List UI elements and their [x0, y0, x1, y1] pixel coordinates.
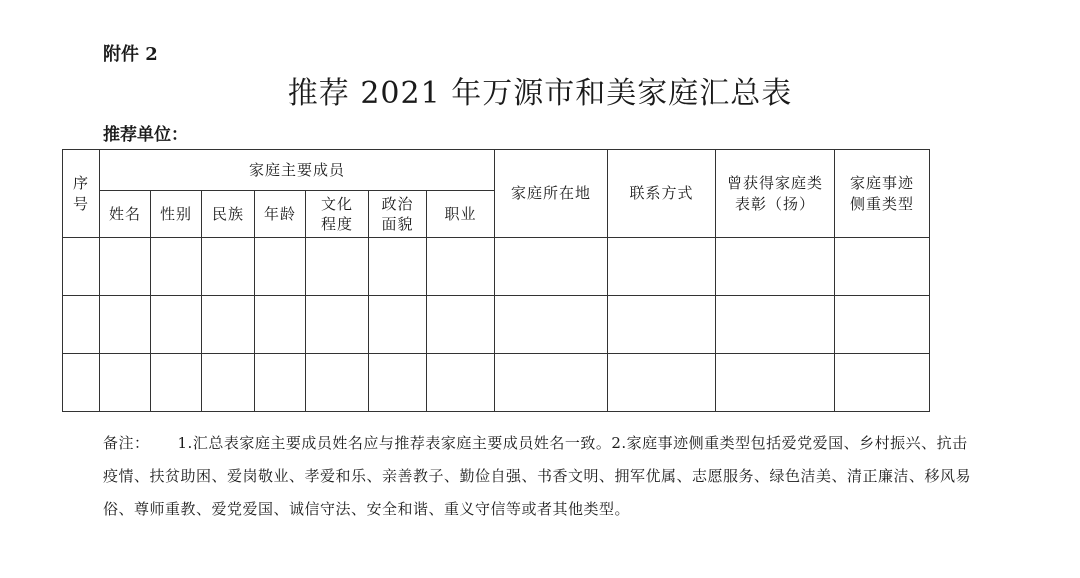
cell-gender[interactable]: [151, 296, 202, 354]
attachment-label: 附件 2: [103, 44, 158, 65]
table-row: [63, 354, 930, 412]
cell-honors[interactable]: [716, 238, 835, 296]
cell-name[interactable]: [100, 354, 151, 412]
recommend-unit-label: 推荐单位：: [103, 125, 188, 145]
summary-table: [62, 149, 930, 412]
header-ethnicity: 民族: [202, 191, 255, 238]
header-gender: 性别: [151, 191, 202, 238]
header-honors: 曾获得家庭类表彰（扬）: [716, 150, 835, 238]
header-main-members: 家庭主要成员: [100, 150, 495, 191]
notes-text: 1.汇总表家庭主要成员姓名应与推荐表家庭主要成员姓名一致。2.家庭事迹侧重类型包括爱党爱国、乡村振兴、抗击疫情、扶贫助困、爱岗敬业、孝爱和乐、亲善教子、勤俭自强、书香文明、拥军优属、志愿服务、绿色洁美、清正廉洁、移风易俗、尊师重教、爱党爱国、诚信守法、安全和谐、重义守信等或者其他类型。: [103, 434, 972, 518]
cell-honors[interactable]: [716, 354, 835, 412]
cell-ethnicity[interactable]: [202, 296, 255, 354]
cell-age[interactable]: [255, 296, 306, 354]
cell-age[interactable]: [255, 354, 306, 412]
notes-label: 备注：: [103, 434, 150, 452]
page-title: 推荐 2021 年万源市和美家庭汇总表: [287, 76, 793, 111]
cell-honors[interactable]: [716, 296, 835, 354]
cell-contact[interactable]: [608, 238, 716, 296]
table-row: [63, 238, 930, 296]
cell-deeds-type[interactable]: [835, 238, 930, 296]
cell-contact[interactable]: [608, 296, 716, 354]
cell-political[interactable]: [369, 296, 427, 354]
cell-seq[interactable]: [63, 296, 100, 354]
header-name: 姓名: [100, 191, 151, 238]
header-political: 政治面貌: [369, 191, 427, 238]
cell-seq[interactable]: [63, 238, 100, 296]
cell-name[interactable]: [100, 238, 151, 296]
cell-occupation[interactable]: [427, 238, 495, 296]
cell-gender[interactable]: [151, 238, 202, 296]
cell-deeds-type[interactable]: [835, 296, 930, 354]
cell-ethnicity[interactable]: [202, 354, 255, 412]
header-age: 年龄: [255, 191, 306, 238]
header-education: 文化程度: [306, 191, 369, 238]
cell-contact[interactable]: [608, 354, 716, 412]
header-contact: 联系方式: [608, 150, 716, 238]
cell-political[interactable]: [369, 238, 427, 296]
cell-education[interactable]: [306, 296, 369, 354]
header-deeds-type: 家庭事迹侧重类型: [835, 150, 930, 238]
table-row: [63, 296, 930, 354]
cell-age[interactable]: [255, 238, 306, 296]
cell-gender[interactable]: [151, 354, 202, 412]
cell-political[interactable]: [369, 354, 427, 412]
cell-occupation[interactable]: [427, 354, 495, 412]
cell-address[interactable]: [495, 238, 608, 296]
notes: [103, 427, 983, 526]
cell-education[interactable]: [306, 354, 369, 412]
cell-occupation[interactable]: [427, 296, 495, 354]
cell-ethnicity[interactable]: [202, 238, 255, 296]
header-address: 家庭所在地: [495, 150, 608, 238]
cell-seq[interactable]: [63, 354, 100, 412]
cell-address[interactable]: [495, 296, 608, 354]
header-occupation: 职业: [427, 191, 495, 238]
cell-name[interactable]: [100, 296, 151, 354]
header-seq: 序号: [63, 150, 100, 238]
cell-education[interactable]: [306, 238, 369, 296]
cell-address[interactable]: [495, 354, 608, 412]
cell-deeds-type[interactable]: [835, 354, 930, 412]
